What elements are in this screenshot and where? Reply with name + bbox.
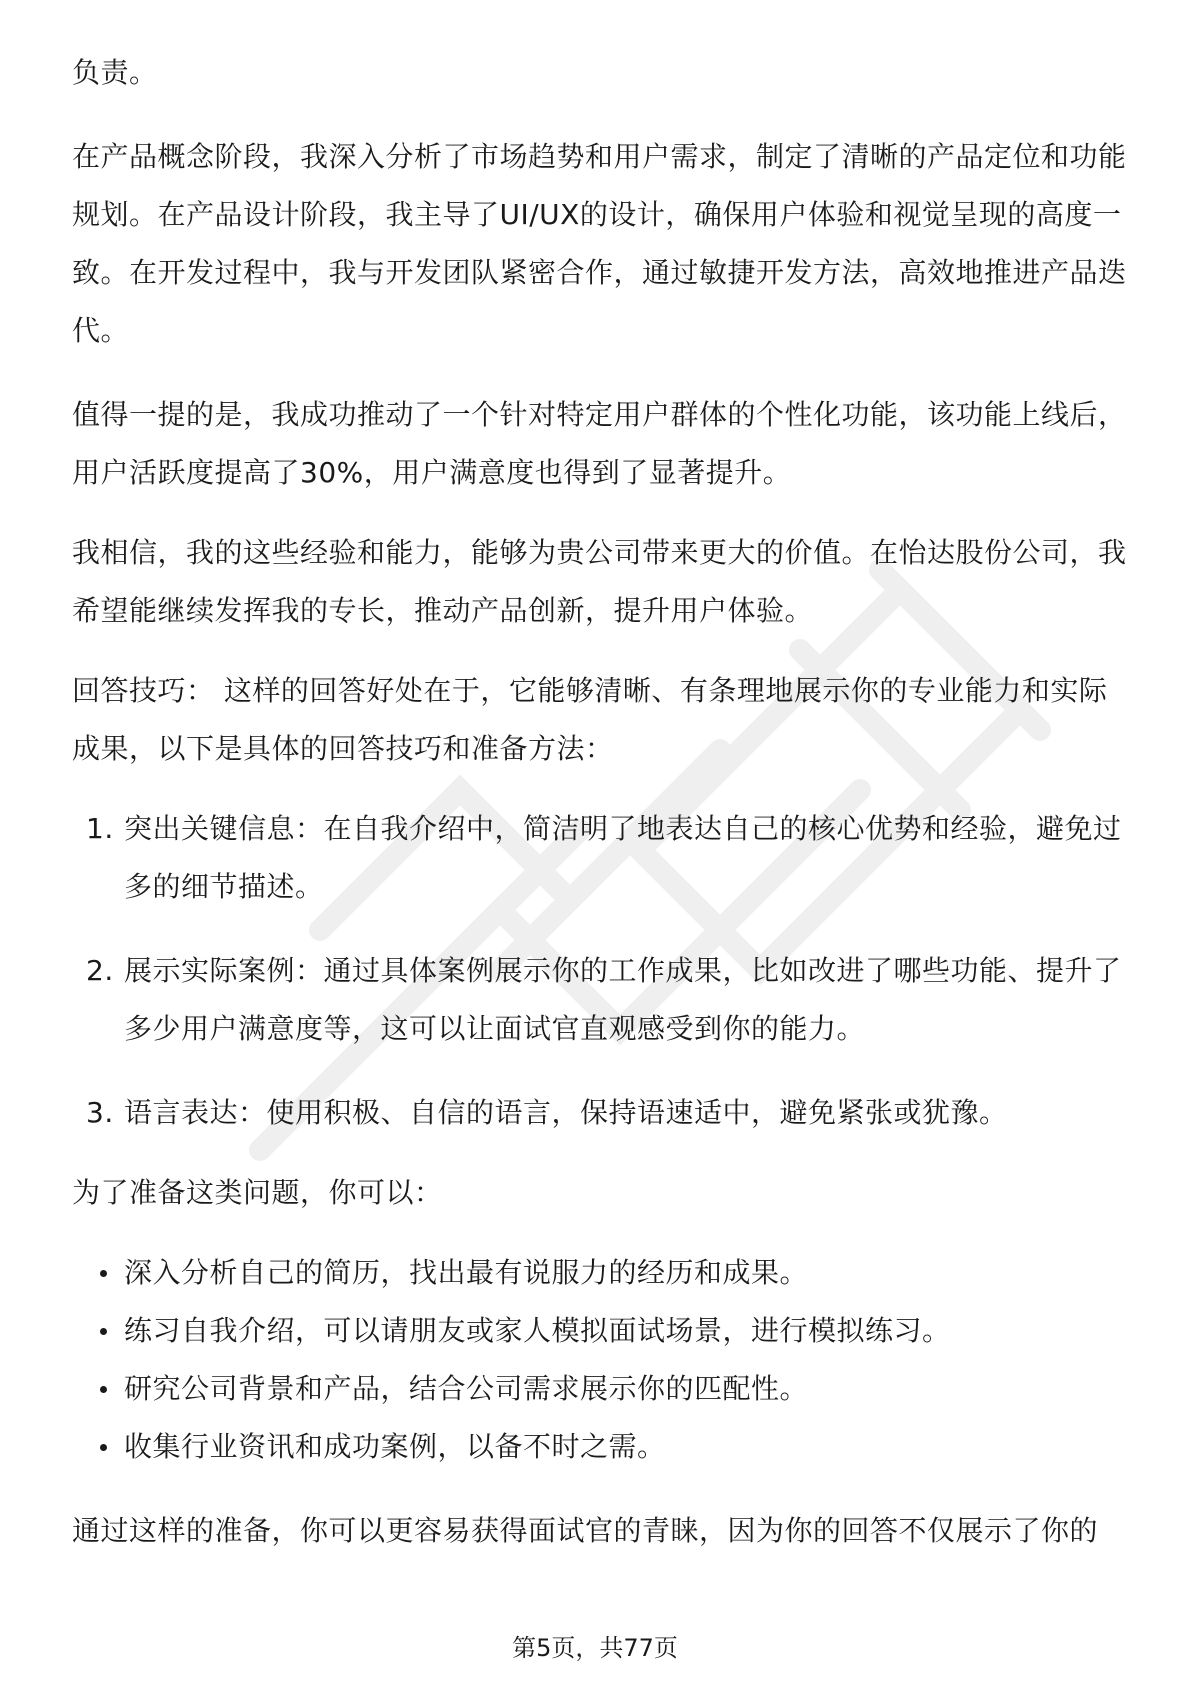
paragraph-achievement: 值得一提的是，我成功推动了一个针对特定用户群体的个性化功能，该功能上线后，用户活跃度提高了30%，用户满意度也得到了显著提升。 xyxy=(72,398,1127,489)
list-item-text: 语言表达：使用积极、自信的语言，保持语速适中，避免紧张或犹豫。 xyxy=(124,1096,1008,1129)
numbered-tips-list xyxy=(72,800,1132,1142)
bullet-prepare-list xyxy=(72,1244,1132,1476)
list-item-text: 收集行业资讯和成功案例，以备不时之需。 xyxy=(124,1430,666,1463)
list-number: 1. xyxy=(86,812,114,845)
document-page xyxy=(72,44,1132,1560)
list-item xyxy=(72,800,1132,916)
list-item xyxy=(72,1302,1132,1360)
list-item xyxy=(72,1084,1132,1142)
list-item-text: 深入分析自己的简历，找出最有说服力的经历和成果。 xyxy=(124,1256,809,1289)
bullet-icon xyxy=(100,1270,107,1277)
paragraph-product-experience: 在产品概念阶段，我深入分析了市场趋势和用户需求，制定了清晰的产品定位和功能规划。在产品设计阶段，我主导了UI/UX的设计，确保用户体验和视觉呈现的高度一致。在开发过程中，我与开发团队紧密合作，通过敏捷开发方法，高效地推进产品迭代。 xyxy=(72,140,1127,347)
list-item xyxy=(72,1418,1132,1476)
bullet-icon xyxy=(100,1444,107,1451)
paragraph-prepare-intro: 为了准备这类问题，你可以： xyxy=(72,1176,443,1209)
list-item xyxy=(72,942,1132,1058)
paragraph-conclusion: 通过这样的准备，你可以更容易获得面试官的青睐，因为你的回答不仅展示了你的 xyxy=(72,1514,1099,1547)
bullet-icon xyxy=(100,1386,107,1393)
bullet-icon xyxy=(100,1328,107,1335)
list-item xyxy=(72,1360,1132,1418)
list-item-text: 突出关键信息：在自我介绍中，简洁明了地表达自己的核心优势和经验，避免过多的细节描述。 xyxy=(124,812,1122,903)
list-item-text: 展示实际案例：通过具体案例展示你的工作成果，比如改进了哪些功能、提升了多少用户满意度等，这可以让面试官直观感受到你的能力。 xyxy=(124,954,1122,1045)
list-number: 3. xyxy=(86,1096,114,1129)
list-item-text: 研究公司背景和产品，结合公司需求展示你的匹配性。 xyxy=(124,1372,809,1405)
list-item xyxy=(72,1244,1132,1302)
paragraph-answer-tips: 回答技巧： 这样的回答好处在于，它能够清晰、有条理地展示你的专业能力和实际成果，以下是具体的回答技巧和准备方法： xyxy=(72,674,1108,765)
paragraph-value: 我相信，我的这些经验和能力，能够为贵公司带来更大的价值。在怡达股份公司，我希望能继续发挥我的专长，推动产品创新，提升用户体验。 xyxy=(72,536,1127,627)
paragraph-intro-end: 负责。 xyxy=(72,56,158,89)
list-item-text: 练习自我介绍，可以请朋友或家人模拟面试场景，进行模拟练习。 xyxy=(124,1314,951,1347)
page-number-footer: 第5页，共77页 xyxy=(512,1634,678,1662)
list-number: 2. xyxy=(86,954,114,987)
